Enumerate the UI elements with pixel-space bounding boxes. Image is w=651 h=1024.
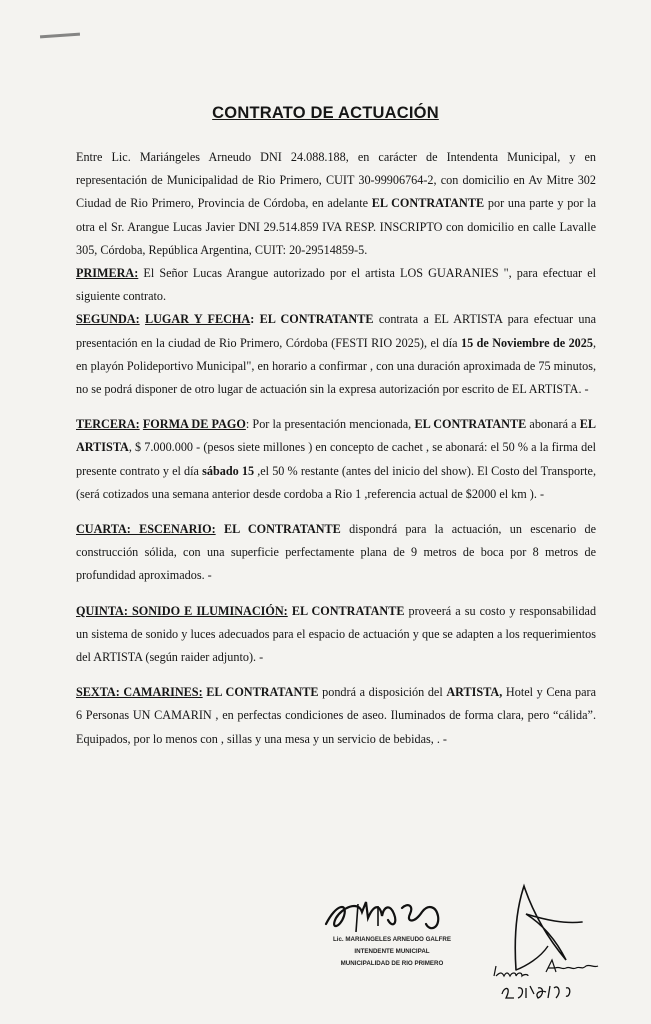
clause-primera-text: El Señor Lucas Arangue autorizado por el artista LOS GUARANIES ", para efectuar el siguiente contrato.	[76, 266, 596, 304]
clause-segunda-text-1: contrata a EL ARTISTA para efectuar una presentación en la ciudad de Rio Primero, Córdoba (FESTI RIO 2025), el día	[76, 312, 597, 350]
clause-tercera-text-1: abonará a	[526, 417, 580, 432]
document-title: CONTRATO DE ACTUACIÓN	[212, 104, 439, 122]
clause-segunda-heading: SEGUNDA:	[76, 312, 140, 327]
intro-paragraph	[76, 146, 596, 262]
clause-tercera-subheading: FORMA DE PAGO	[142, 417, 246, 432]
clause-tercera-text-0: : Por la presentación mencionada,	[245, 417, 415, 432]
clause-segunda	[76, 308, 596, 401]
intro-text-2: por una parte y por la otra el Sr. Arangue Lucas Javier DNI 29.514.859 IVA RESP. INSCRIPTO con domicilio en calle Lavalle 305, Córdoba, República Argentina, CUIT: 20-29514859-5.	[76, 196, 597, 257]
clause-primera-heading: PRIMERA:	[76, 266, 139, 281]
clause-sexta-artist: ARTISTA,	[446, 685, 503, 700]
clause-cuarta-party: EL CONTRATANTE	[223, 522, 341, 537]
pen-mark	[40, 33, 80, 39]
clause-tercera-text-3: ,el 50 % restante (antes del inicio del show). El Costo del Transporte, (será cotizados una semana anterior desde cordoba a Rio 1 ,referencia actual de $2000 el km ). -	[76, 463, 597, 501]
stamp-line-3: MUNICIPALIDAD DE RIO PRIMERO	[340, 960, 444, 967]
clause-sexta-text-1: pondrá a disposición del	[318, 685, 447, 700]
clause-sexta-text-2: Hotel y Cena para 6 Personas UN CAMARIN , en perfectas condiciones de aseo. Iluminados de forma clara, pero “cálida”. Equipados, por lo menos con , sillas y una mesa y un servicio de bebidas, . -	[76, 685, 597, 746]
intro-text-1: Entre Lic. Mariángeles Arneudo DNI 24.088.188, en carácter de Intendenta Municipal, y en representación de Municipalidad de Rio Primero, CUIT 30-99906764-2, con domicilio en Av Mitre 302 Ciudad de Rio Primero, Provincia de Córdoba, en adelante	[76, 150, 596, 211]
clause-tercera	[76, 413, 596, 506]
clause-quinta-party: EL CONTRATANTE	[291, 603, 405, 618]
stamp-line-1: Lic. MARIANGELES ARNEUDO GALFRE	[332, 936, 452, 943]
clause-segunda-date: 15 de Noviembre de 2025	[461, 335, 593, 350]
clause-quinta-heading: QUINTA: SONIDO E ILUMINACIÓN:	[76, 603, 288, 618]
clause-segunda-text-2: , en playón Polideportivo Municipal", en horario a confirmar , con una duración aproximada de 75 minutos, no se podrá disponer de otro lugar de actuación sin la expresa autorización por escrito de EL ARTISTA. -	[76, 335, 596, 397]
clause-tercera-text-2: , $ 7.000.000 - (pesos siete millones ) en concepto de cachet , se abonará: el 50 % a la firma del presente contrato y el día	[76, 440, 596, 478]
intro-party: EL CONTRATANTE	[371, 196, 485, 211]
clause-tercera-day: sábado 15	[202, 463, 255, 478]
clause-cuarta-heading: CUARTA: ESCENARIO:	[76, 522, 216, 537]
clause-primera	[76, 262, 596, 308]
clause-segunda-subheading: LUGAR Y FECHA	[144, 312, 251, 327]
clause-segunda-colon: :	[250, 312, 260, 327]
clause-quinta	[76, 600, 596, 670]
contract-body	[76, 146, 596, 751]
artist-representative-signature	[486, 880, 626, 1010]
clause-quinta-text: proveerá a su costo y responsabilidad un sistema de sonido y luces adecuados para el espacio de actuación y que se adapten a los requerimientos del ARTISTA (según raider adjunto). -	[76, 603, 597, 665]
clause-tercera-artist: EL ARTISTA	[76, 417, 597, 455]
clause-cuarta	[76, 518, 596, 588]
clause-cuarta-text: dispondrá para la actuación, un escenario de construcción sólida, con una superficie perfectamente plana de 9 metros de boca por 8 metros de profundidad aproximados. -	[76, 522, 597, 583]
clause-sexta-party: EL CONTRATANTE	[206, 685, 319, 700]
clause-segunda-party: EL CONTRATANTE	[259, 312, 374, 327]
clause-tercera-party: EL CONTRATANTE	[414, 417, 527, 432]
clause-tercera-heading: TERCERA:	[76, 417, 140, 432]
clause-sexta	[76, 681, 596, 751]
mayor-stamp	[322, 934, 462, 970]
clause-sexta-heading: SEXTA: CAMARINES:	[76, 685, 203, 700]
stamp-line-2: INTENDENTE MUNICIPAL	[354, 948, 430, 955]
